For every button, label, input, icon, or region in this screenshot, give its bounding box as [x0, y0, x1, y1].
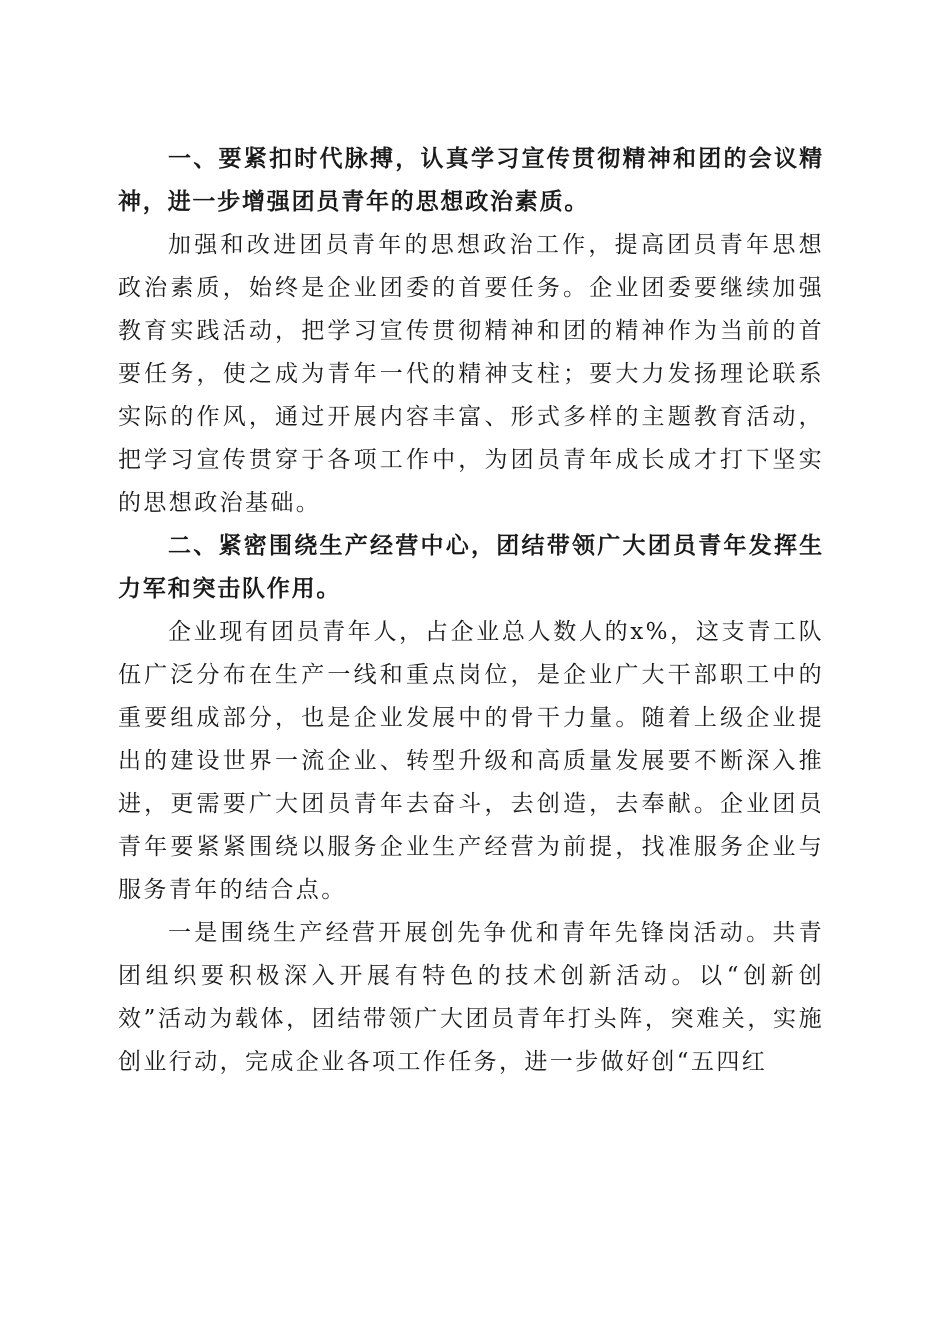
- section-heading-1: 一、要紧扣时代脉搏，认真学习宣传贯彻精神和团的会议精神，进一步增强团员青年的思想政治素质。: [118, 146, 824, 215]
- body-paragraph-2: 企业现有团员青年人，占企业总人数人的x%，这支青工队伍广泛分布在生产一线和重点岗位，是企业广大干部职工中的重要组成部分，也是企业发展中的骨干力量。随着上级企业提出的建设世界一流企业、转型升级和高质量发展要不断深入推进，更需要广大团员青年去奋斗，去创造，去奉献。企业团员青年要紧紧围绕以服务企业生产经营为前提，找准服务企业与服务青年的结合点。: [118, 619, 824, 903]
- document-body: [118, 138, 824, 1084]
- section-heading-2: 二、紧密围绕生产经营中心，团结带领广大团员青年发挥生力军和突击队作用。: [118, 533, 824, 602]
- body-paragraph-3: 一是围绕生产经营开展创先争优和青年先锋岗活动。共青团组织要积极深入开展有特色的技术创新活动。以“创新创效”活动为载体，团结带领广大团员青年打头阵，突难关，实施创业行动，完成企业各项工作任务，进一步做好创“五四红: [118, 920, 824, 1075]
- body-paragraph-1: 加强和改进团员青年的思想政治工作，提高团员青年思想政治素质，始终是企业团委的首要任务。企业团委要继续加强教育实践活动，把学习宣传贯彻精神和团的精神作为当前的首要任务，使之成为青年一代的精神支柱；要大力发扬理论联系实际的作风，通过开展内容丰富、形式多样的主题教育活动，把学习宣传贯穿于各项工作中，为团员青年成长成才打下坚实的思想政治基础。: [118, 232, 824, 516]
